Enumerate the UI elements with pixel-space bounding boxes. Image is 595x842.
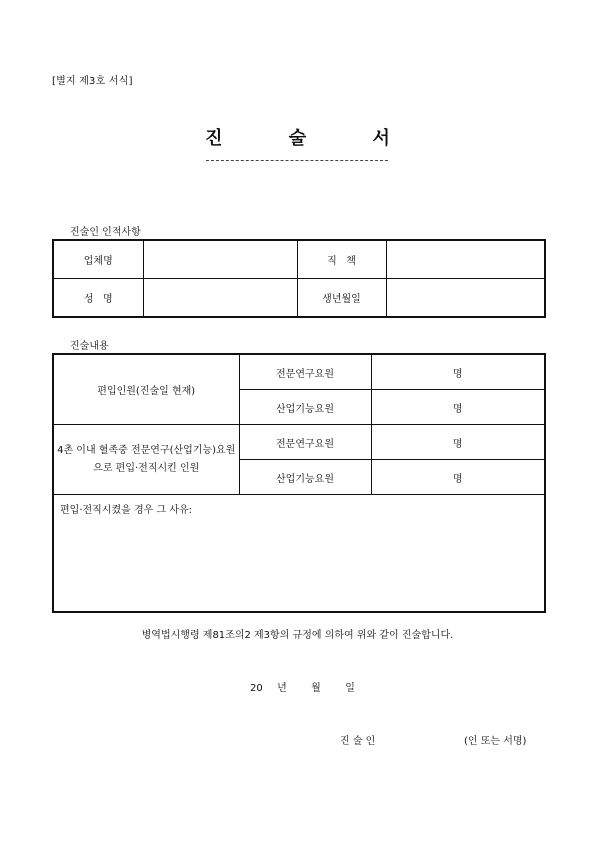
day-label: 일 <box>345 683 355 694</box>
title-underline <box>206 160 388 161</box>
unit-label: 명 <box>452 403 463 415</box>
year-label: 년 <box>277 683 287 694</box>
industrial-personnel-label: 산업기능요원 <box>239 460 371 495</box>
relatives-research-count-field[interactable] <box>371 425 545 460</box>
birth-date-label: 생년월일 <box>297 279 386 318</box>
research-personnel-label: 전문연구요원 <box>239 425 371 460</box>
company-label: 업체명 <box>53 240 143 279</box>
year-prefix: 20 <box>250 683 263 694</box>
statement-content-table <box>52 353 546 613</box>
relatives-industrial-count-field[interactable] <box>371 460 545 495</box>
unit-label: 명 <box>452 368 463 380</box>
reason-label: 편입·전직시켰을 경우 그 사유: <box>60 505 193 516</box>
industrial-personnel-label: 산업기능요원 <box>239 390 371 425</box>
name-field[interactable] <box>143 279 297 318</box>
form-number: [별지 제3호 서식] <box>52 76 133 87</box>
current-enrollment-label: 편입인원(진술일 현재) <box>53 354 239 425</box>
signer-label: 진 술 인 <box>340 736 376 747</box>
signature-note: (인 또는 서명) <box>464 736 527 747</box>
position-field[interactable] <box>386 240 545 279</box>
current-industrial-count-field[interactable] <box>371 390 545 425</box>
current-research-count-field[interactable] <box>371 354 545 390</box>
unit-label: 명 <box>452 438 463 450</box>
company-field[interactable] <box>143 240 297 279</box>
section-label-personal-info: 진술인 인적사항 <box>70 227 141 238</box>
unit-label: 명 <box>452 473 463 485</box>
relatives-enrollment-label: 4촌 이내 혈족중 전문연구(산업기능)요원으로 편입·전직시킨 인원 <box>53 425 239 495</box>
birth-date-field[interactable] <box>386 279 545 318</box>
research-personnel-label: 전문연구요원 <box>239 354 371 390</box>
month-label: 월 <box>311 683 321 694</box>
reason-field[interactable] <box>53 495 545 613</box>
document-title: 진 술 서 <box>205 128 420 149</box>
position-label: 직 책 <box>297 240 386 279</box>
name-label: 성 명 <box>53 279 143 318</box>
section-label-statement-content: 진술내용 <box>70 341 109 352</box>
date-line <box>250 679 355 694</box>
statement-text: 병역법시행령 제81조의2 제3항의 규정에 의하여 위와 같이 진술합니다. <box>141 630 454 641</box>
personal-info-table <box>52 239 546 318</box>
